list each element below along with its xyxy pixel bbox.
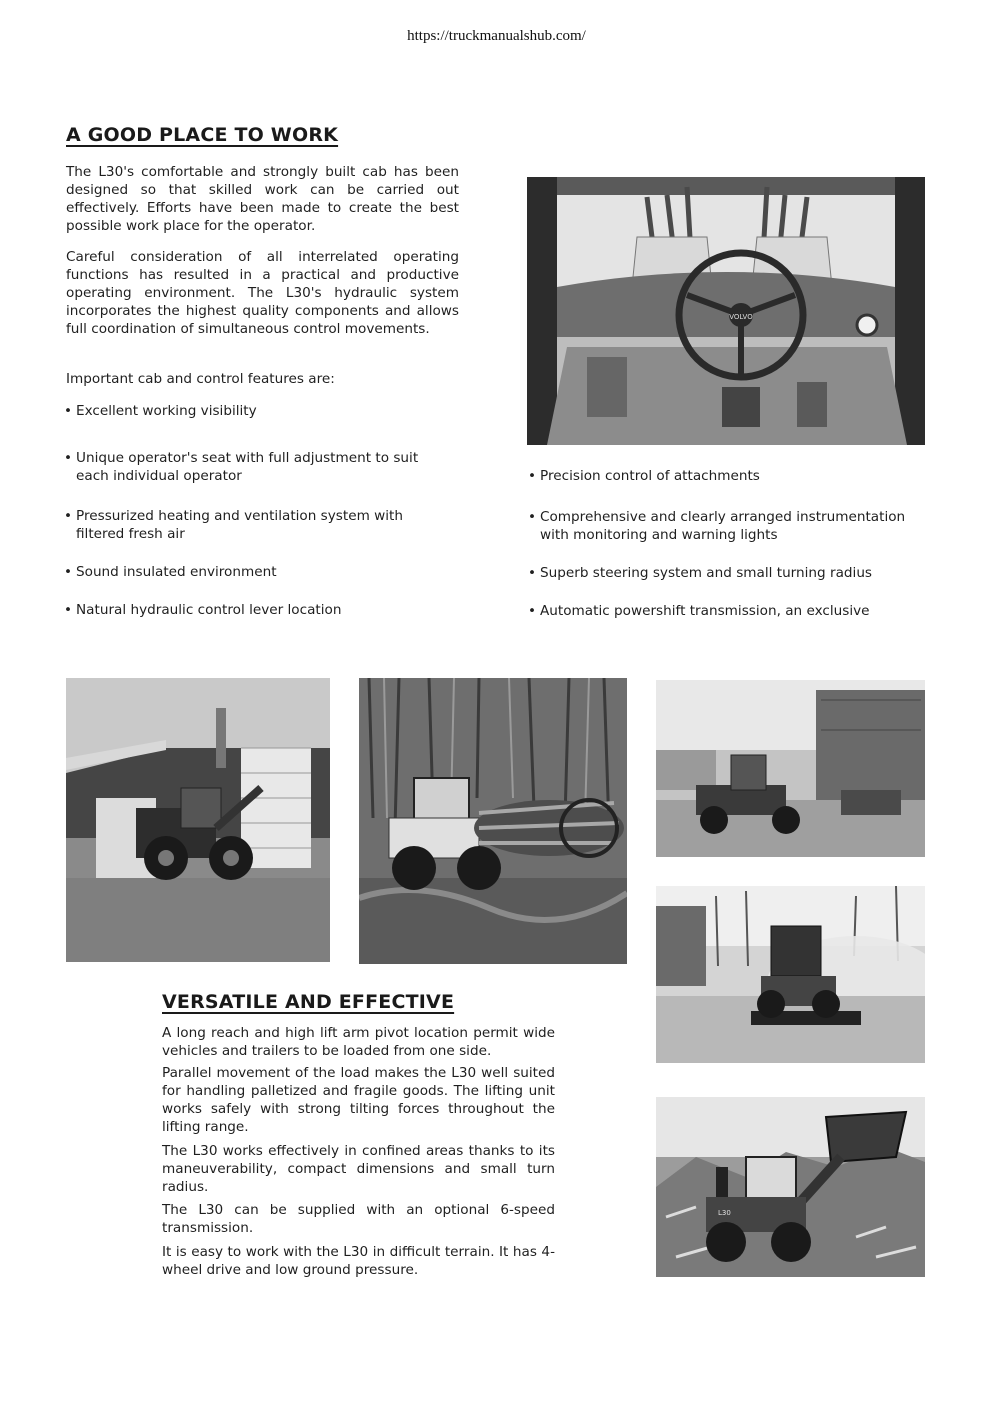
feature-bullet-lever: • Natural hydraulic control lever location — [64, 601, 464, 619]
feature-bullet-sound: • Sound insulated environment — [64, 563, 464, 581]
feature-bullet-seat: • Unique operator's seat with full adjustment to suit each individual operator — [64, 449, 444, 485]
cab-steering-logo: VOLVO — [729, 313, 753, 321]
feature-bullet-visibility: • Excellent working visibility — [64, 402, 464, 420]
loader-logs-photo — [359, 678, 627, 964]
loader-scrap-photo — [656, 1097, 925, 1277]
loader-model-marking: L30 — [718, 1209, 731, 1217]
paragraph-cab-intro: The L30's comfortable and strongly built cab has been designed so that skilled work can be carried out effectively. Efforts have been made to create the best possible work place for the operator. — [66, 164, 459, 234]
feature-bullet-transmission: • Automatic powershift transmission, an exclusive — [528, 602, 928, 620]
cab-interior-photo — [527, 177, 925, 445]
paragraph-features-intro: Important cab and control features are: — [66, 371, 335, 387]
paragraph-parallel-movement: Parallel movement of the load makes the L30 well suited for handling palletized and fragile goods. The lifting unit works safely with strong tilting forces throughout the lifting range. — [162, 1065, 555, 1135]
paragraph-terrain: It is easy to work with the L30 in difficult terrain. It has 4-wheel drive and low ground pressure. — [162, 1244, 555, 1278]
paragraph-transmission-option: The L30 can be supplied with an optional 6-speed transmission. — [162, 1202, 555, 1236]
section-title-good-place: A GOOD PLACE TO WORK — [66, 124, 339, 146]
feature-bullet-ventilation: • Pressurized heating and ventilation system with filtered fresh air — [64, 507, 444, 543]
section-title-versatile: VERSATILE AND EFFECTIVE — [162, 991, 455, 1013]
loader-trucks-photo — [656, 680, 925, 857]
feature-bullet-precision: • Precision control of attachments — [528, 467, 928, 485]
feature-bullet-steering: • Superb steering system and small turning radius — [528, 564, 928, 582]
loader-pallets-photo — [66, 678, 330, 962]
paragraph-reach: A long reach and high lift arm pivot location permit wide vehicles and trailers to be loaded from one side. — [162, 1025, 555, 1059]
source-url[interactable]: https://truckmanualshub.com/ — [407, 28, 586, 44]
paragraph-confined-areas: The L30 works effectively in confined areas thanks to its maneuverability, compact dimensions and small turn radius. — [162, 1143, 555, 1195]
loader-sweeper-photo — [656, 886, 925, 1063]
feature-bullet-instrumentation: • Comprehensive and clearly arranged instrumentation with monitoring and warning lights — [528, 508, 928, 544]
paragraph-operating-functions: Careful consideration of all interrelated operating functions has resulted in a practical and productive operating environment. The L30's hydraulic system incorporates the highest quality components and allows full coordination of simultaneous control movements. — [66, 249, 459, 337]
